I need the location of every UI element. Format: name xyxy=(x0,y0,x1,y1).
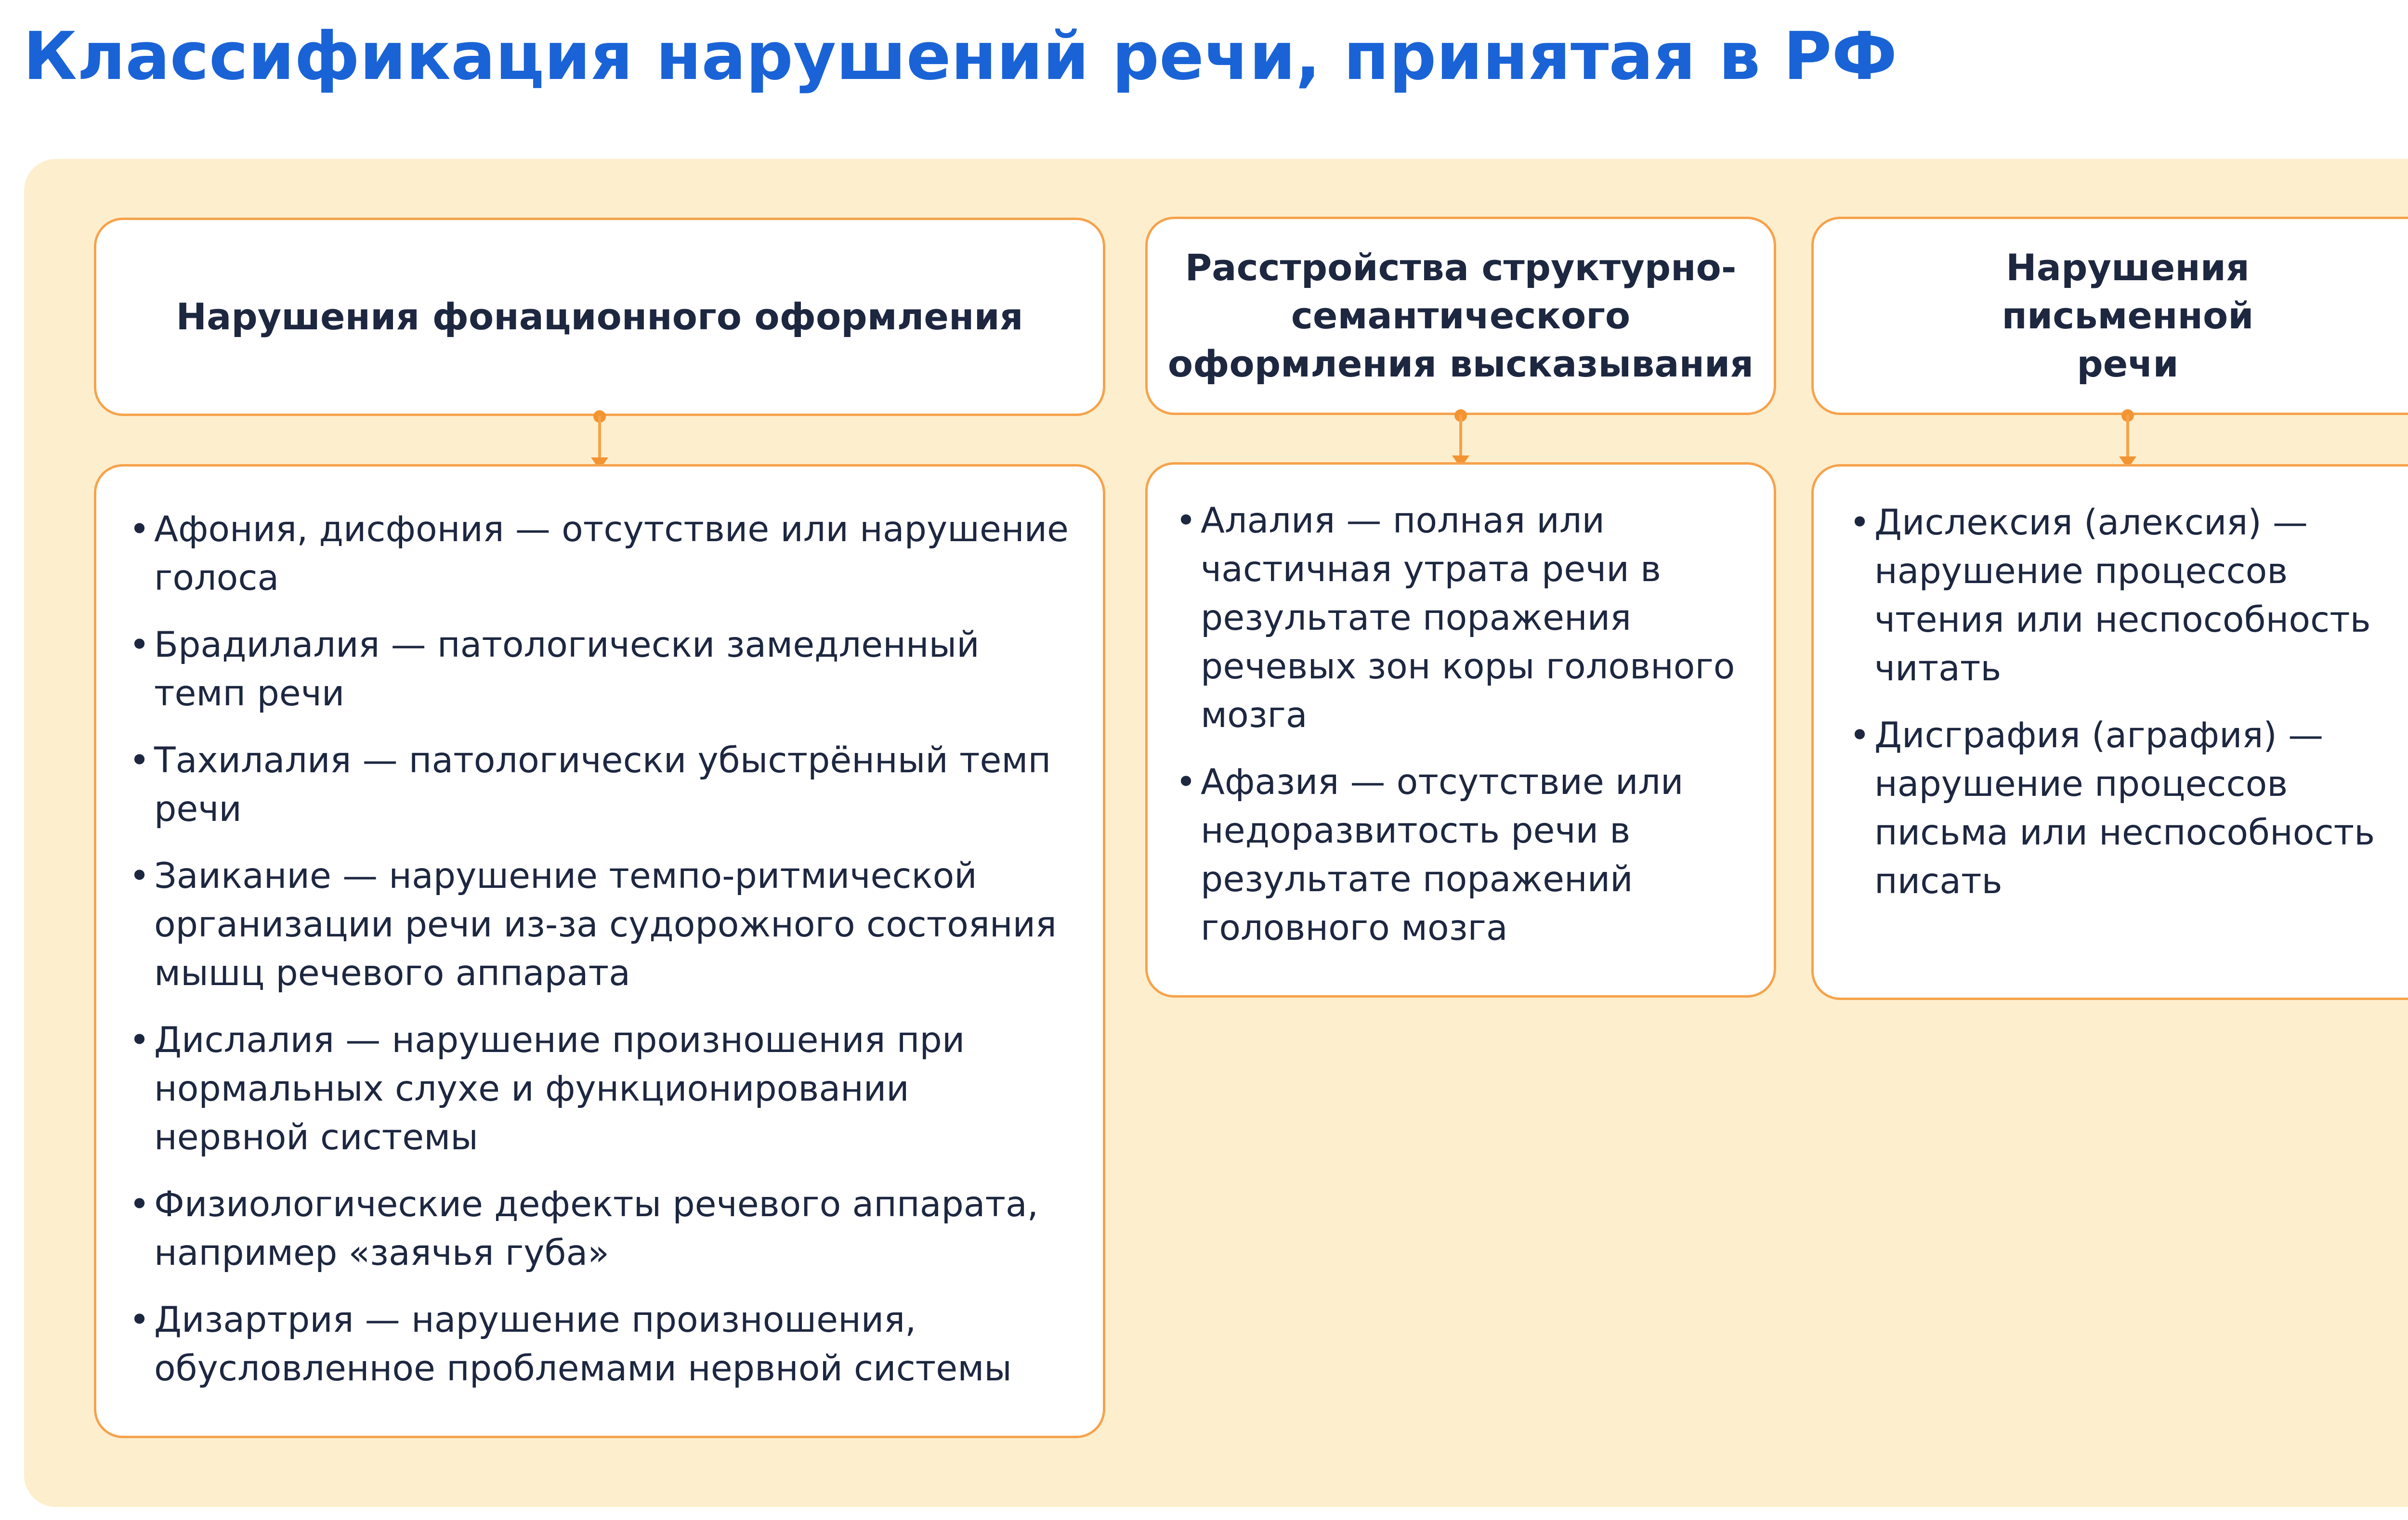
items-list xyxy=(1172,496,1754,952)
list-item xyxy=(125,1296,1074,1393)
list-item-text: Афазия — отсутствие или недоразвитость речи в результате поражений головного мозга xyxy=(1201,762,1684,948)
list-item xyxy=(1172,758,1754,952)
column-heading-box xyxy=(94,218,1105,416)
list-item-text: Дислалия — нарушение произношения при нормальных слухе и функционировании нервной системы xyxy=(154,1020,965,1158)
list-item xyxy=(125,1180,1074,1277)
list-item-text: Афония, дисфония — отсутствие или нарушение голоса xyxy=(154,509,1069,598)
list-item xyxy=(125,1016,1074,1162)
bullet: • xyxy=(1849,502,1871,543)
list-item-text: Тахилалия — патологически убыстрённый темп речи xyxy=(154,740,1051,830)
items-list xyxy=(125,505,1074,1393)
column-heading-box xyxy=(1145,217,1776,415)
bullet: • xyxy=(1176,762,1197,803)
column-heading: Нарушения письменной речи xyxy=(2002,246,2254,385)
bullet: • xyxy=(1176,500,1197,541)
column-heading: Нарушения фонационного оформления xyxy=(176,295,1023,338)
bullet: • xyxy=(129,624,150,665)
list-item-text: Заикание — нарушение темпо-ритмической организации речи из-за судорожного состояния мышц речевого аппарата xyxy=(154,856,1057,994)
page-title: Классификация нарушений речи, принятая в РФ xyxy=(23,18,1898,95)
list-item xyxy=(125,852,1074,998)
list-item xyxy=(1172,496,1754,740)
bullet: • xyxy=(129,740,150,781)
classification-panel xyxy=(24,159,2408,1507)
bullet: • xyxy=(129,509,150,550)
list-item-text: Физиологические дефекты речевого аппарата, например «заячья губа» xyxy=(154,1184,1038,1273)
bullet: • xyxy=(129,1299,150,1340)
column-heading-box xyxy=(1811,217,2408,415)
bullet: • xyxy=(129,1184,150,1225)
list-item xyxy=(1845,711,2408,906)
list-item xyxy=(125,505,1074,602)
bullet: • xyxy=(129,856,150,896)
column-items-box xyxy=(94,464,1105,1438)
connector-line xyxy=(1459,415,1462,461)
list-item xyxy=(125,621,1074,718)
column-items-box xyxy=(1811,464,2408,1000)
column-heading: Расстройства структурно-семантического оформления высказывания xyxy=(1167,246,1754,385)
list-item-text: Брадилалия — патологически замедленный темп речи xyxy=(154,624,980,714)
items-list xyxy=(1845,498,2408,906)
connector-line xyxy=(598,416,601,463)
list-item-text: Дисграфия (аграфия) — нарушение процессов письма или неспособность писать xyxy=(1874,715,2375,902)
connector-line xyxy=(2126,415,2129,462)
bullet: • xyxy=(129,1020,150,1061)
list-item-text: Дизартрия — нарушение произношения, обусловленное проблемами нервной системы xyxy=(154,1299,1012,1389)
list-item-text: Дислексия (алексия) — нарушение процессов чтения или неспособность читать xyxy=(1874,502,2371,689)
column-items-box xyxy=(1145,462,1776,998)
list-item-text: Алалия — полная или частичная утрата речи в результате поражения речевых зон коры головного мозга xyxy=(1201,500,1735,736)
list-item xyxy=(125,736,1074,833)
list-item xyxy=(1845,498,2408,693)
bullet: • xyxy=(1849,715,1871,756)
